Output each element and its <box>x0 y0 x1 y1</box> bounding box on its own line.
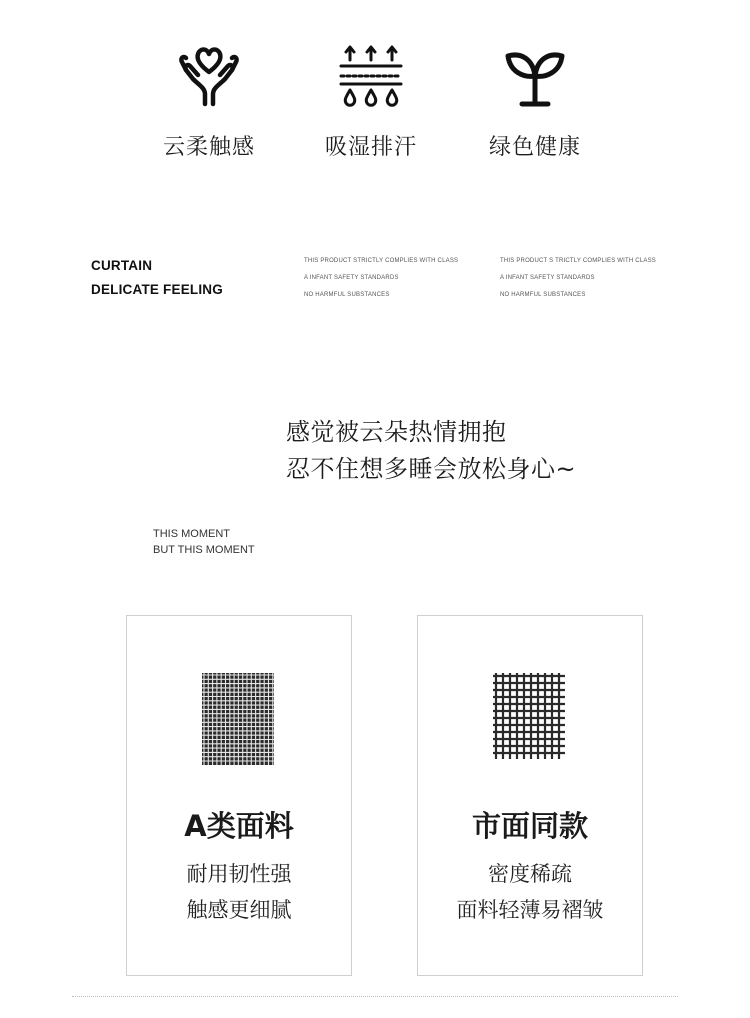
dense-weave-swatch <box>202 673 274 765</box>
card-title: 市面同款 <box>471 809 588 843</box>
feature-label: 绿色健康 <box>488 135 581 160</box>
moment-caption <box>153 526 255 558</box>
feature-green-healthy <box>460 42 610 161</box>
feature-moisture-wicking <box>296 42 446 161</box>
card-title: A类面料 <box>184 809 294 843</box>
card-description <box>418 856 642 928</box>
compliance-line: THIS PRODUCT S TRICTLY COMPLIES WITH CLASS <box>500 258 656 264</box>
card-a-grade-fabric <box>126 615 352 976</box>
hands-heart-icon <box>174 42 244 112</box>
moment-line: BUT THIS MOMENT <box>153 544 255 556</box>
sparse-weave-swatch <box>493 673 565 759</box>
slogan <box>286 414 576 488</box>
compliance-line: THIS PRODUCT STRICTLY COMPLIES WITH CLASS <box>304 258 459 264</box>
dotted-divider <box>72 996 678 997</box>
card-desc-line: 面料轻薄易褶皱 <box>456 898 604 922</box>
compliance-line: NO HARMFUL SUBSTANCES <box>500 292 586 298</box>
feature-soft-touch <box>134 42 284 161</box>
compliance-text-a <box>304 253 458 304</box>
slogan-line: 忍不住想多睡会放松身心~ <box>286 455 577 483</box>
feature-label: 云柔触感 <box>162 135 255 160</box>
moisture-wicking-icon <box>336 42 406 112</box>
slogan-line: 感觉被云朵热情拥抱 <box>286 418 507 446</box>
compliance-text-b <box>500 253 656 304</box>
compliance-line: NO HARMFUL SUBSTANCES <box>304 292 390 298</box>
compliance-line: A INFANT SAFETY STANDARDS <box>304 275 399 281</box>
moment-line: THIS MOMENT <box>153 528 230 540</box>
card-desc-line: 耐用韧性强 <box>186 862 292 886</box>
curtain-heading <box>91 254 223 302</box>
sprout-icon <box>500 42 570 112</box>
feature-label: 吸湿排汗 <box>324 135 417 160</box>
card-desc-line: 密度稀疏 <box>488 862 572 886</box>
curtain-title: CURTAIN <box>91 258 153 273</box>
compliance-line: A INFANT SAFETY STANDARDS <box>500 275 595 281</box>
card-description <box>127 856 351 928</box>
card-desc-line: 触感更细腻 <box>186 898 292 922</box>
curtain-subtitle: DELICATE FEELING <box>91 282 223 297</box>
card-market-same-style <box>417 615 643 976</box>
